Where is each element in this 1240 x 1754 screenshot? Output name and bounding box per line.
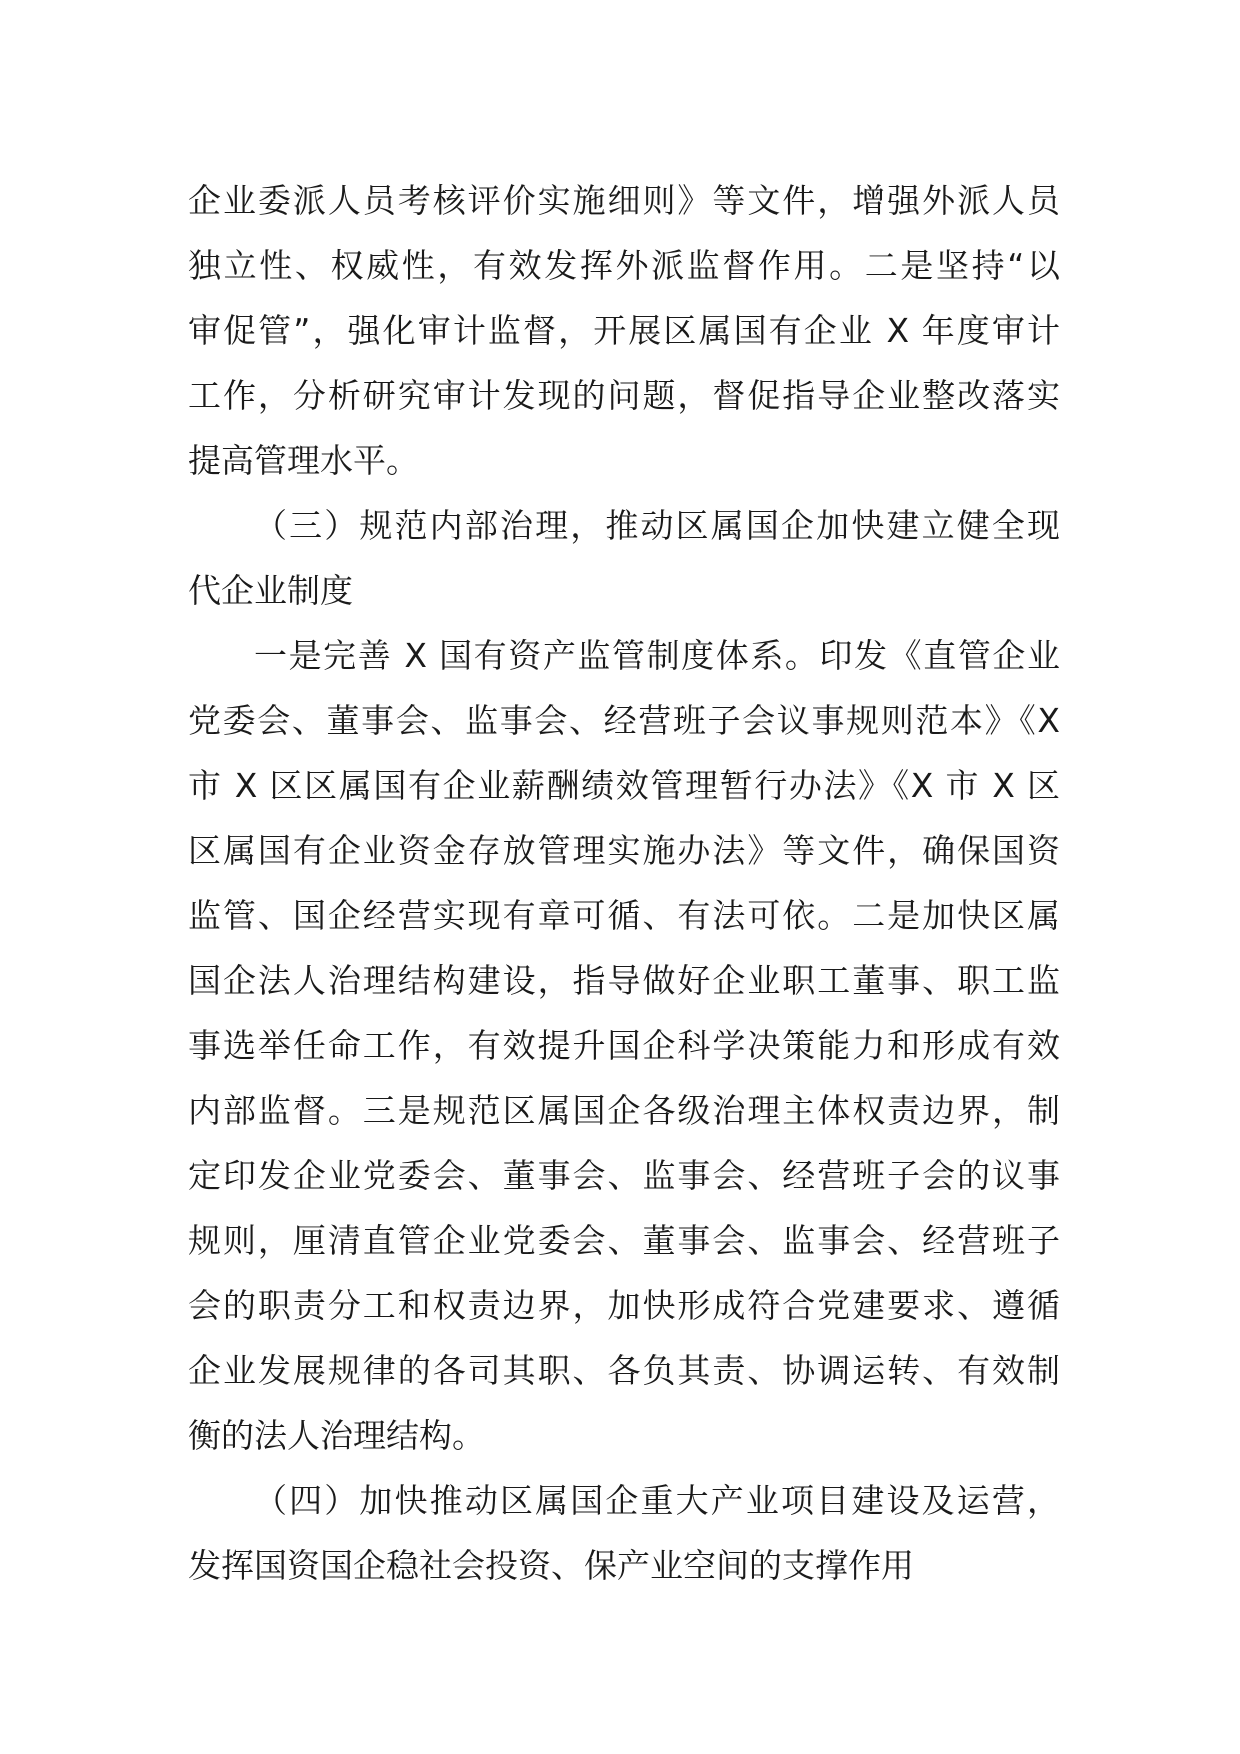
text-line: 审促管”，强化审计监督，开展区属国有企业 X 年度审计: [188, 311, 1060, 350]
text-line: 监管、国企经营实现有章可循、有法可依。二是加快区属: [188, 896, 1060, 935]
text-line: 会的职责分工和权责边界，加快形成符合党建要求、遵循: [188, 1286, 1060, 1325]
section-heading-4-cont: 发挥国资国企稳社会投资、保产业空间的支撑作用: [188, 1546, 914, 1585]
text-line: 区属国有企业资金存放管理实施办法》等文件，确保国资: [188, 831, 1060, 870]
text-line: 规则，厘清直管企业党委会、董事会、监事会、经营班子: [188, 1221, 1060, 1260]
text-line: 事选举任命工作，有效提升国企科学决策能力和形成有效: [188, 1026, 1060, 1065]
text-line: 提高管理水平。: [188, 441, 419, 480]
text-line: 国企法人治理结构建设，指导做好企业职工董事、职工监: [188, 961, 1060, 1000]
text-line: 企业委派人员考核评价实施细则》等文件，增强外派人员: [188, 181, 1060, 220]
text-line: 工作，分析研究审计发现的问题，督促指导企业整改落实: [188, 376, 1060, 415]
text-line: 内部监督。三是规范区属国企各级治理主体权责边界，制: [188, 1091, 1060, 1130]
text-line: 独立性、权威性，有效发挥外派监督作用。二是坚持“以: [188, 246, 1060, 285]
text-line: 党委会、董事会、监事会、经营班子会议事规则范本》《X: [188, 701, 1060, 740]
text-line: 定印发企业党委会、董事会、监事会、经营班子会的议事: [188, 1156, 1060, 1195]
section-heading-4: （四）加快推动区属国企重大产业项目建设及运营，: [254, 1481, 1060, 1520]
section-heading-3-cont: 代企业制度: [188, 571, 353, 610]
text-line: 衡的法人治理结构。: [188, 1416, 485, 1455]
text-line: 市 X 区区属国有企业薪酬绩效管理暂行办法》《X 市 X 区: [188, 766, 1060, 805]
section-heading-3: （三）规范内部治理，推动区属国企加快建立健全现: [254, 506, 1060, 545]
paragraph-start: 一是完善 X 国有资产监管制度体系。印发《直管企业: [254, 636, 1060, 675]
text-line: 企业发展规律的各司其职、各负其责、协调运转、有效制: [188, 1351, 1060, 1390]
document-body: [188, 168, 1060, 1598]
